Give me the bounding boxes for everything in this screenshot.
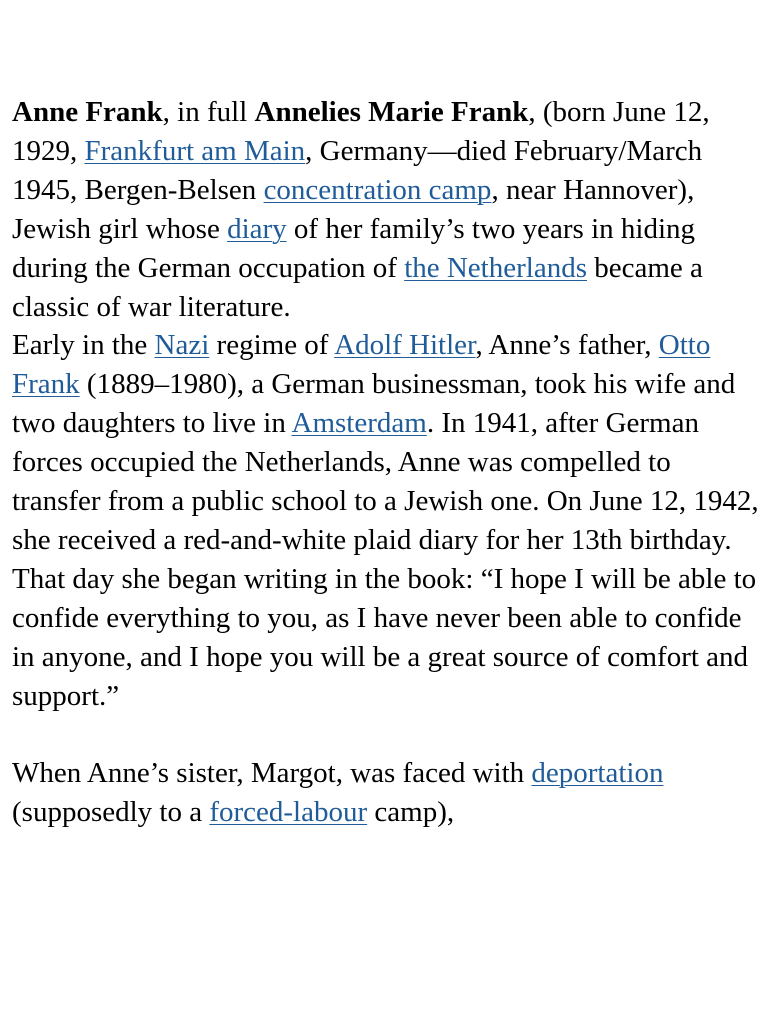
link-nazi[interactable]: Nazi	[154, 329, 210, 362]
link-forced-labour[interactable]: forced-labour	[209, 796, 368, 829]
text-run: , in full	[162, 96, 255, 128]
link-amsterdam[interactable]: Amsterdam	[291, 407, 427, 440]
text-run: . In 1941, after German forces occupied the Netherlands, Anne was compelled to transfer from a public school to a Jewish one. On June 12, 1942, she received a red-and-white plaid diary for her 13th birthday. That day she began writing in the book: “I hope I will be able to confide everything to you, as I have never been able to confide in anyone, and I hope you will be a great source of comfort and support.”	[12, 407, 759, 712]
text-run: (supposedly to a	[12, 796, 210, 829]
paragraph-deportation	[12, 754, 762, 832]
text-run: , Germany—died February/March 1945, Bergen-Belsen	[12, 134, 703, 206]
text-run: regime of	[209, 329, 335, 362]
text-run: When Anne’s sister, Margot, was faced with	[12, 757, 532, 790]
text-run: (1889–1980), a German businessman, took his wife and two daughters to live in	[12, 368, 736, 440]
link-deportation[interactable]: deportation	[531, 757, 664, 790]
link-the-netherlands[interactable]: the Netherlands	[404, 251, 587, 284]
link-otto-frank[interactable]: Otto Frank	[12, 329, 711, 401]
link-frankfurt-am-main[interactable]: Frankfurt am Main	[84, 134, 306, 167]
text-run: Early in the	[12, 329, 155, 362]
text-run: , (born June 12, 1929,	[12, 96, 710, 167]
paragraph-spacer	[12, 716, 762, 755]
text-run: became a classic of war literature.	[12, 251, 703, 323]
text-run: camp),	[367, 796, 455, 829]
paragraph-intro	[12, 93, 762, 326]
link-diary[interactable]: diary	[227, 212, 287, 245]
text-run: , near Hannover), Jewish girl whose	[12, 173, 695, 245]
bold-term-anne-frank: Anne Frank	[12, 96, 163, 128]
paragraph-early-life	[12, 326, 762, 715]
text-run: , Anne’s father,	[475, 329, 659, 362]
link-concentration-camp[interactable]: concentration camp	[263, 173, 492, 206]
article-body	[12, 93, 762, 832]
text-run: of her family’s two years in hiding during the German occupation of	[12, 212, 696, 284]
bold-term-annelies-marie-frank: Annelies Marie Frank	[254, 96, 529, 128]
link-adolf-hitler[interactable]: Adolf Hitler	[334, 329, 476, 362]
